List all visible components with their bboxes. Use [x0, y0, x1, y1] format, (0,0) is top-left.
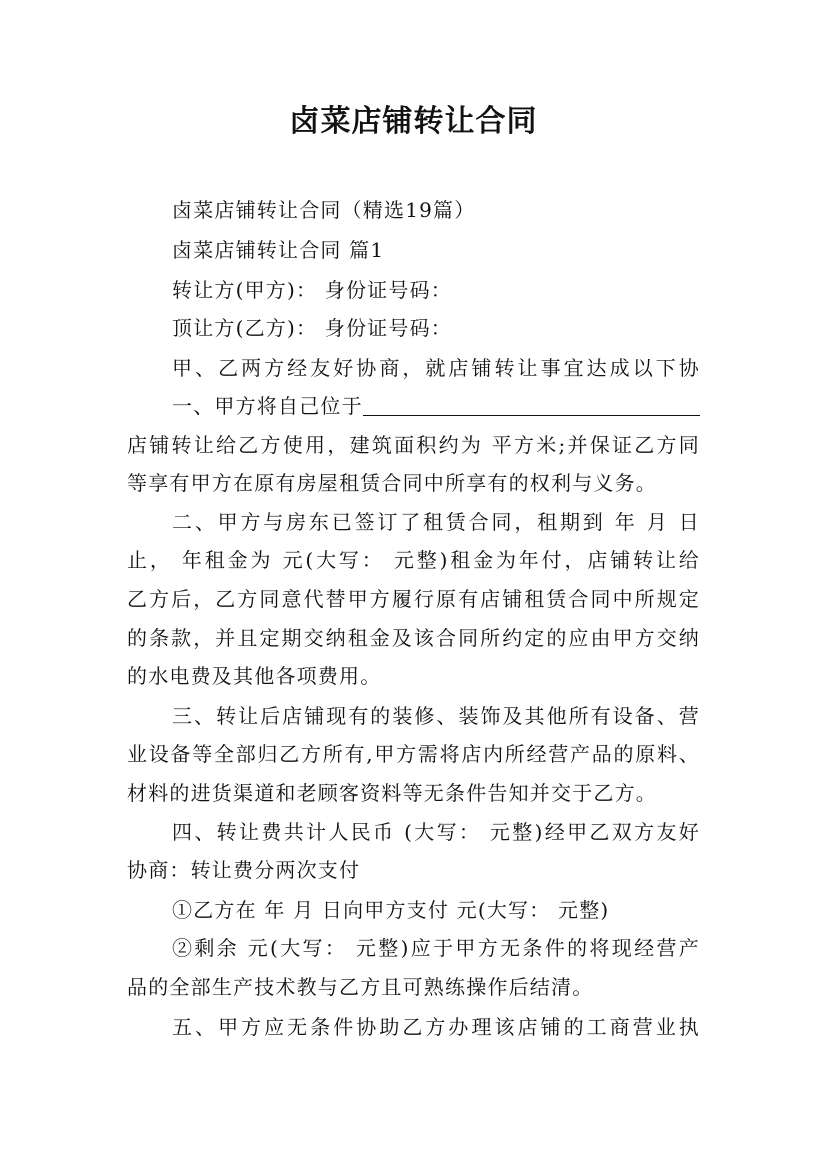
- payment-item-2: ②剩余 元(大写： 元整)应于甲方无条件的将现经营产: [172, 936, 700, 960]
- paragraph-line: 材料的进货渠道和老顾客资料等无条件告知并交于乙方。: [127, 781, 657, 805]
- document-title: 卤菜店铺转让合同: [289, 104, 538, 139]
- agreement-intro: 甲、乙两方经友好协商，就店铺转让事宜达成以下协: [172, 356, 700, 380]
- paragraph-line: 的条款，并且定期交纳租金及该合同所约定的应由甲方交纳: [127, 626, 700, 650]
- paragraph-line: 业设备等全部归乙方所有,甲方需将店内所经营产品的原料、: [127, 742, 700, 766]
- paragraph-line: 店铺转让给乙方使用，建筑面积约为 平方米;并保证乙方同: [127, 433, 700, 457]
- transferor-line: 转让方(甲方)： 身份证号码：: [172, 278, 452, 302]
- paragraph-line: 品的全部生产技术教与乙方且可熟练操作后结清。: [127, 975, 594, 999]
- clause-2-line: 二、甲方与房东已签订了租赁合同，租期到 年 月 日: [172, 510, 700, 534]
- transferee-line: 顶让方(乙方)： 身份证号码：: [172, 316, 452, 340]
- payment-item-1: ①乙方在 年 月 日向甲方支付 元(大写： 元整): [172, 898, 610, 922]
- paragraph-line: 乙方后，乙方同意代替甲方履行原有店铺租赁合同中所规定: [127, 587, 700, 611]
- clause-5-line: 五、甲方应无条件协助乙方办理该店铺的工商营业执: [172, 1015, 700, 1039]
- paragraph-line: 的水电费及其他各项费用。: [127, 664, 382, 688]
- section-heading: 卤菜店铺转让合同 篇1: [172, 238, 385, 262]
- paragraph-line: 止， 年租金为 元(大写： 元整)租金为年付，店铺转让给: [127, 548, 700, 572]
- address-blank-underline: [363, 387, 700, 416]
- doc-subtitle: 卤菜店铺转让合同（精选19篇）: [172, 198, 476, 222]
- clause-1-line: [172, 387, 700, 425]
- clause-3-line: 三、转让后店铺现有的装修、装饰及其他所有设备、营: [172, 704, 700, 728]
- paragraph-line: 等享有甲方在原有房屋租赁合同中所享有的权利与义务。: [127, 471, 657, 495]
- clause-1-text: 一、甲方将自己位于: [172, 394, 363, 418]
- clause-4-line: 四、转让费共计人民币 (大写： 元整)经甲乙双方友好: [172, 820, 700, 844]
- paragraph-line: 协商：转让费分两次支付: [127, 858, 361, 882]
